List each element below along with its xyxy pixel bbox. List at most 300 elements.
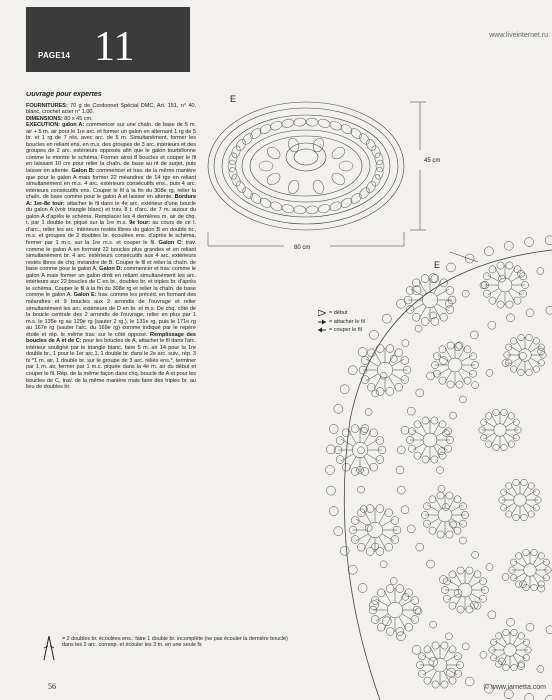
chart-stitch-loop [437,492,444,499]
chart-flower-center [438,508,452,522]
symbol-legend [318,309,365,335]
chart-stitch-loop [442,429,449,436]
chart-stitch-loop [523,549,529,555]
chart-stitch-stem [436,430,447,437]
chart-stitch-loop [382,314,391,323]
chart-stitch-stem [504,503,514,509]
chart-stitch-loop [454,527,461,534]
chart-stitch-loop [424,677,431,684]
chart-stitch-loop [456,381,463,388]
chart-stitch-loop [449,571,456,578]
chart-stitch-loop [538,553,544,559]
chart-stitch-loop [486,413,492,419]
chart-stitch-loop [517,270,524,277]
chart-stitch-loop [422,417,429,424]
chart-stitch-loop [437,531,444,538]
chart-stitch-loop [446,286,454,294]
chart-stitch-loop [329,424,338,433]
chart-stitch-loop [416,389,424,397]
chart-stitch-loop [340,385,349,394]
chart-stitch-loop [506,262,513,269]
overview-inner-loop [287,179,301,195]
overview-loop [228,167,238,180]
chart-stitch-stem [461,355,472,362]
chart-stitch-stem [428,519,439,526]
chart-stitch-loop [533,338,539,344]
chart-stitch-loop [546,626,552,634]
chart-stitch-loop [449,646,456,653]
chart-stitch-stem [413,430,424,437]
chart-stitch-loop [361,356,369,364]
chart-stitch-loop [447,263,456,272]
chart-stitch-loop [351,425,359,433]
chart-stitch-loop [450,412,457,419]
overview-loop [269,120,283,132]
chart-stitch-loop [464,377,471,384]
article-title: Ouvrage pour expertes [26,92,102,98]
overview-loop [306,118,319,127]
chart-stitch-stem [525,503,535,509]
overview-loop [294,205,307,214]
chart-stitch-loop [480,651,487,658]
chart-stitch-loop [357,543,365,551]
dimension-lines [208,102,426,246]
chart-stitch-loop [521,479,527,485]
chart-stitch-loop [439,452,446,459]
overview-loop [230,145,241,159]
overview-loop [329,200,343,212]
chart-stitch-loop [511,366,517,372]
chart-stitch-loop [466,567,473,574]
chart-stitch-loop [415,325,422,332]
chart-stitch-loop [401,356,409,364]
chart-stitch-loop [504,241,513,250]
chart-stitch-loop [462,290,469,297]
instruction-heading: 9e tour: [129,220,151,227]
chart-flower-center [377,362,392,377]
chart-stitch-loop [412,313,420,321]
chart-stitch-stem [438,369,449,376]
chart-stitch-loop [369,330,378,339]
chart-stitch-loop [386,627,394,635]
chart-stitch-loop [518,369,524,375]
chart-stitch-loop [489,266,496,273]
legend-item-start: = début [318,309,365,318]
overview-loop [235,180,248,194]
legend-item-attach: = attacher le fil [318,318,365,327]
chart-stitch-loop [361,467,369,475]
overview-loop [358,132,372,146]
chart-stitch-stem [535,561,545,567]
chart-stitch-loop [438,448,445,455]
chart-stitch-stem [514,561,524,567]
overview-loop [370,173,381,187]
chart-stitch-loop [412,645,421,654]
overview-loop [374,167,384,180]
chart-stitch-loop [369,601,378,610]
chart-stitch-loop [414,421,421,428]
chart-flower-center [519,349,532,362]
overview-loops [228,118,384,215]
chart-stitch-stem [514,573,524,579]
chart-stitch-loop [462,643,469,650]
chart-stitch-loop [457,606,464,613]
chart-stitch-stem [530,358,540,364]
chart-stitch-loop [526,623,534,631]
chart-stitch-loop [357,447,364,454]
chart-stitch-loop [446,306,454,314]
chart-flower-center [504,644,517,657]
instruction-text: trav. comme les précéd. en formant des méandres et 9 boucles aux 2 arrondis de l'ouvrage et relier simultanément les arc. extérieurs de D en br. et m.s. De chq. côté de la boucle centrale des 2 arrondis de l'ouvrage, relier en plus par 1 m.s. le 135e rg au 129e rg (sauter 2 rg.), le 131e rg, puis le 171e rg au 167e rg (sauter l'arc. du 169e rg) comme indiqué par le repère étoile et rép. le même trav. sur le côté opposé. [26,292,196,338]
chart-stitch-loop [503,629,509,635]
overview-inner-loop [330,145,347,161]
chart-stitch-loop [466,606,473,613]
instruction-text: 70 g de Cordonnet Spécial DMC, Art. 151, n° 40, blanc, crochet acier n° 1,00. [26,102,196,116]
chart-stitch-stem [451,505,462,512]
chart-stitch-loop [380,372,387,379]
chart-stitch-loop [357,486,364,493]
chart-stitch-loop [507,314,515,322]
chart-flower-center [423,433,437,447]
chart-stitch-loop [385,509,393,517]
chart-stitch-loop [396,585,404,593]
chart-stitch-stem [366,374,378,381]
chart-stitch-loop [377,589,385,597]
chart-stitch-loop [329,507,338,516]
chart-stitch-loop [545,236,552,245]
chart-stitch-loop [386,345,394,353]
chart-flower-center [387,602,402,617]
overview-loop [358,186,372,200]
chart-stitch-loop [365,408,372,415]
chart-stitch-loop [437,467,444,474]
chart-stitch-loop [528,511,534,517]
chart-stitch-stem [423,655,434,662]
chart-stitch-loop [385,543,393,551]
chart-stitch-loop [440,313,448,321]
chart-stitch-stem [515,641,525,647]
chart-stitch-loop [447,381,454,388]
chart-stitch-stem [511,275,522,282]
chart-stitch-loop [449,602,456,609]
overview-loop [374,152,384,165]
chart-stitch-loop [516,553,522,559]
chart-stitch-stem [488,289,499,296]
chart-stitch-loop [519,352,526,359]
width-dimension-label: 80 cm [294,245,311,251]
chart-stitch-stem [488,275,499,282]
chart-stitch-loop [391,516,399,524]
chart-stitch-loop [432,681,439,688]
overview-loop [235,138,248,152]
chart-stitch-loop [486,369,493,376]
page-number: 11 [94,24,135,70]
chart-stitch-stem [509,358,519,364]
overview-inner-loop [259,161,273,171]
overview-loop [317,118,331,129]
chart-stitch-stem [448,594,459,601]
arrow-right-icon [318,319,326,325]
chart-stitch-loop [488,321,496,329]
overview-loop [306,205,319,214]
chart-stitch-loop [351,516,359,524]
overview-loop [228,152,238,165]
instruction-heading: Bordure A: 1er-8e tour: [26,194,196,207]
chart-stitch-loop [336,436,344,444]
chart-stitch-loop [447,342,454,349]
chart-stitch-stem [423,669,434,676]
chart-flower-center [422,292,437,307]
chart-stitch-loop [370,463,378,471]
chart-stitch-loop [538,581,544,587]
chart-stitch-loop [421,275,429,283]
chart-stitch-loop [493,444,499,450]
chart-stitch-loop [334,527,343,536]
chart-stitch-stem [504,491,514,497]
chart-stitch-loop [446,531,453,538]
chart-stitch-loop [454,496,461,503]
chart-stitch-stem [471,594,482,601]
overview-loop [317,203,331,214]
chart-stitch-loop [401,426,409,434]
chart-stitch-loop [358,583,367,592]
instruction-text: 80 x 45 cm. [62,115,93,122]
chart-stitch-stem [436,444,447,451]
chart-stitch-loop [486,564,493,571]
chart-stitch-loop [361,425,369,433]
chart-stitch-stem [448,580,459,587]
chart-stitch-stem [376,614,388,621]
chart-stitch-stem [413,444,424,451]
chart-stitch-loop [537,267,544,274]
instruction-text: commencer et trav. comme le galon A mais former un galon droit en reliant simultanément les arc. intérieurs aux 22 boucles de C en br., doubles br. et triples br. d'après le schéma. Couper le fil à la fin du 308e rg et relier la chaîn. de base comme le galon A. [26,266,196,299]
overview-inner-loop [311,179,325,195]
chart-stitch-loop [518,334,524,340]
chart-stitch-loop [407,525,415,533]
chart-stitch-stem [437,289,449,296]
chart-stitch-loop [446,492,453,499]
chart-stitch-loop [514,266,521,273]
instruction-heading: Remplissage des boucles de A et de C: [26,331,196,345]
chart-stitch-loop [340,546,349,555]
chart-stitch-loop [405,623,413,631]
chart-stitch-loop [395,383,403,391]
chart-stitch-loop [489,297,496,304]
chart-stitch-loop [503,664,509,670]
instruction-text: attacher le fil dans le 4e arc. extérieur d'une boucle du galon A (voir triangle blanc) et trav. 8 t. d'arc. de 7 m. autour du galon A d'après le schéma. Remplacer les 4 dernières m. air de chq. t. par 1 double br. piqué sur la 1re m.s. [26,200,196,227]
chart-stitch-loop [376,436,384,444]
watermark-text: www.liveinternet.ru [489,32,548,39]
chart-stitch-loop [429,527,436,534]
double-crochet-cluster-icon [42,634,56,664]
chart-stitch-loop [465,254,474,263]
chart-stitch-loop [351,467,359,475]
chart-stitch-loop [439,346,446,353]
chart-stitch-loop [513,514,519,520]
chart-stitch-loop [396,466,404,474]
chart-stitch-loop [376,456,384,464]
chart-stitch-loop [459,537,466,544]
chart-stitch-loop [506,301,513,308]
overview-loop [230,173,241,187]
chart-stitch-loop [439,421,446,428]
chart-stitch-loop [545,695,552,700]
chart-stitch-loop [376,505,384,513]
chart-stitch-loop [370,429,378,437]
chart-stitch-loop [342,429,350,437]
chart-stitch-stem [535,573,545,579]
chart-stitch-loop [397,632,406,641]
credit-text: © www.iarnetta.com [483,684,546,691]
chart-stitch-loop [506,511,512,517]
chart-stitch-loop [376,345,384,353]
chart-stitch-loop [429,496,436,503]
instruction-text: au cours de ce t. d'arc., relier les arc. intérieurs restés libres du galon B en double br., m.s. et groupes de 2 doubles br. écoulées ens. d'après le schéma, fermer par 1 m.c. sur la 1re m.s. et couper le fil. [26,220,196,247]
chart-stitch-loop [502,573,509,580]
chart-stitch-loop [508,441,514,447]
chart-stitch-loop [430,621,437,628]
chart-stitch-loop [416,543,424,551]
chart-stitch-loop [504,690,513,699]
overview-loop [370,145,381,159]
chart-stitch-loop [493,409,499,415]
height-dimension-label: 45 cm [424,158,441,164]
chart-stitch-loop [391,536,399,544]
chart-stitch-stem [402,614,414,621]
chart-stitch-loop [528,483,534,489]
chart-stitch-loop [411,616,419,624]
chart-stitch-loop [511,629,517,635]
chart-stitch-loop [366,547,374,555]
chart-stitch-loop [397,486,405,494]
chart-stitch-stem [356,519,368,526]
chart-stitch-stem [356,534,368,541]
chart-stitch-loop [484,247,493,256]
chart-stitch-loop [390,578,397,585]
chart-stitch-loop [511,664,517,670]
chart-stitch-stem [341,454,353,461]
chart-stitch-loop [488,611,496,619]
chart-stitch-loop [348,366,357,375]
chart-stitch-loop [386,585,394,593]
chart-flower-center [367,522,382,537]
chart-stitch-stem [471,580,482,587]
chart-stitch-loop [424,646,431,653]
chart-stitch-stem [525,491,535,497]
chart-stitch-loop [514,297,521,304]
chart-stitch-stem [484,433,494,439]
chart-stitch-loop [501,444,507,450]
chart-stitch-loop [546,306,552,314]
chart-flower-center [352,442,367,457]
chart-stitch-stem [511,289,522,296]
instruction-text: commencer sur une chaîn. de base de 5 m. air + 5 m. air pour le 1re arc. et former un galon en alternant 1 rg de 5 br. et 1 rg de 7 rés. avec arc. de 5 m. Simultanément, former les boucles en reliant ens. en m.s. des groupes de 3 arc. intérieurs et des groupes de 2 arc. extérieurs opposés afin que le galon tourbillonne comme le montre le schéma. Former ainsi 8 boucles et couper le fil en laissant 10 cm pour relier la chaîn. de base au rit de surjet, puis laisser en attente. [26,122,196,175]
chart-stitch-stem [382,534,394,541]
chart-flower-center [524,564,537,577]
chart-stitch-loop [326,486,335,495]
overview-loop [294,118,307,127]
chart-stitch-loop [497,301,504,308]
chart-stitch-loop [358,348,367,357]
instruction-text: trav. comme le galon A en formant 22 boucles plus grandes et en reliant simultanément br. 4 arc. extérieurs consécutifs aux 4 arc. extérieurs restés libres de chq. méandre de B. Couper le fil et relier la chaîn. de base comme pour le galon A. [26,240,196,273]
chart-stitch-loop [406,286,414,294]
chart-stitch-loop [441,681,448,688]
overview-inner-loop [265,171,282,187]
overview-loop [241,132,255,146]
chart-stitch-loop [342,463,350,471]
chart-stitch-loop [360,427,367,434]
chart-stitch-loop [431,456,438,463]
chart-stitch-loop [525,693,534,700]
instruction-text: pour les boucles de A, attacher le fil dans l'arc. intérieur souligné par le triangle blanc, faire 5 m. air 14 pour la 1re double br., 1 pour le 1er arc.1, 1 double br. dans le 2e arc. suiv., rép. 3 fs *1 m. air, 1 double br. sur le groupe de 3 arc. reliés ens.*, terminer par 1 m. air, fermer par 1 m.c. piquée dans la 4e m. air du début et couper le fil. Rép. de la même façon dans chq. boucle de A et pour les boucles de C, trav. de la même manière mais faire des triples br. au lieu de doubles br. [26,338,196,391]
chart-stitch-stem [494,641,504,647]
overview-loop [329,120,343,132]
overview-inner-loop [330,171,347,187]
chart-stitch-loop [396,627,404,635]
chart-stitch-loop [367,383,375,391]
chart-stitch-loop [431,417,438,424]
overview-inner-loop [265,145,282,161]
chart-stitch-loop [395,349,403,357]
chart-stitch-loop [371,596,379,604]
chart-stitch-loop [516,581,522,587]
overview-loop [281,118,295,129]
chart-stitch-loop [474,571,481,578]
chart-flower-center [494,424,507,437]
chart-stitch-stem [461,369,472,376]
chart-stitch-loop [508,413,514,419]
chart-stitch-stem [367,439,379,446]
chart-stitch-loop [402,340,409,347]
chart-stitch-stem [515,653,525,659]
instruction-heading: Galon D: [99,266,123,273]
overview-loop [241,186,255,200]
chart-stitch-loop [401,376,409,384]
chart-stitch-loop [407,407,415,415]
chart-stitch-loop [518,633,524,639]
chart-stitch-loop [441,642,448,649]
chart-stitch-loop [414,452,421,459]
page-label: PAGE14 [38,51,71,60]
chart-stitch-stem [367,454,379,461]
overview-loop [365,180,378,194]
symbol-note: = 2 doubles br. écoulées ens.: faire 1 double br. incomplète (ne pas écouler la dernière boucle) dans les 2 arc. corresp. et écouler les 3 m. en une seule fs [62,636,288,649]
chart-stitch-stem [446,655,457,662]
instruction-heading: FOURNITURES: [26,102,68,109]
chart-stitch-loop [376,387,384,395]
point-label-right: E [434,260,441,270]
chart-stitch-stem [505,433,515,439]
page-folio: 56 [48,682,56,691]
chart-stitch-loop [459,396,466,403]
chart-stitch-stem [505,421,515,427]
chart-stitch-stem [484,421,494,427]
chart-stitch-loop [470,331,478,339]
chart-stitch-loop [357,509,365,517]
chart-stitch-loop [427,560,435,568]
chart-stitch-loop [526,334,532,340]
chart-stitch-stem [382,519,394,526]
chart-stitch-loop [361,376,369,384]
chart-stitch-loop [449,677,456,684]
chart-flower-center [433,658,447,672]
chart-stitch-loop [411,596,419,604]
chart-stitch-stem [392,374,404,381]
overview-loop [281,203,295,214]
chart-stitch-loop [397,446,405,454]
chart-stitch-loop [506,483,512,489]
chart-stitch-loop [336,456,344,464]
